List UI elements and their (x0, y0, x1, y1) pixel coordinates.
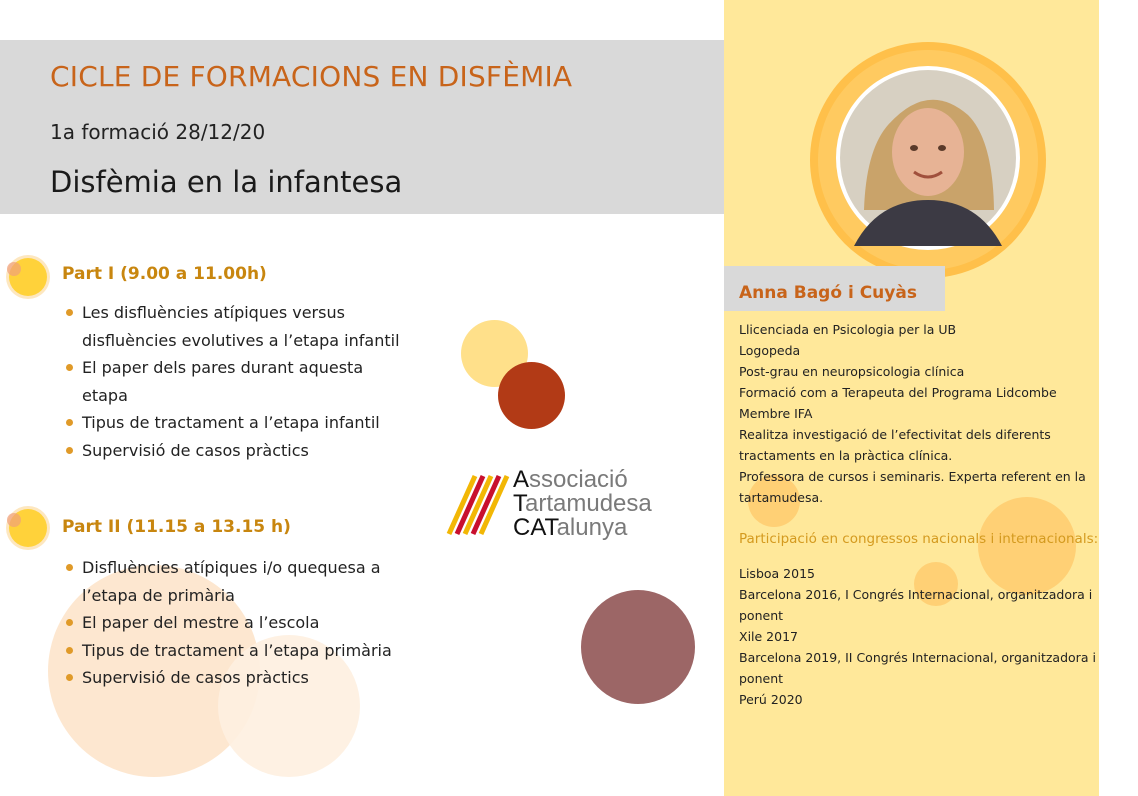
congress-list (739, 563, 1099, 710)
part-1-marker-dot (7, 262, 21, 276)
part-2-list (62, 554, 402, 692)
list-item: Les disfluències atípiques versus disfluències evolutives a l’etapa infantil (62, 299, 402, 354)
part-2-marker-dot (7, 513, 21, 527)
page-title: CICLE DE FORMACIONS EN DISFÈMIA (50, 60, 573, 93)
logo-word: artamudesa (525, 490, 652, 517)
list-item: Tipus de tractament a l’etapa primària (62, 637, 402, 665)
decor-circle-rust (498, 362, 565, 429)
congress-item: Barcelona 2016, I Congrés Internacional, organitzadora i ponent (739, 587, 1093, 623)
logo-letter: CAT (513, 514, 557, 541)
logo-word: alunya (556, 514, 628, 541)
congress-item: Lisboa 2015 (739, 566, 815, 581)
list-item: El paper del mestre a l’escola (62, 609, 402, 637)
part-1-list (62, 299, 402, 464)
session-date: 1a formació 28/12/20 (50, 120, 266, 144)
list-item: Tipus de tractament a l’etapa infantil (62, 409, 402, 437)
bio-item: Llicenciada en Psicologia per la UB (739, 322, 957, 337)
list-item: El paper dels pares durant aquesta etapa (62, 354, 402, 409)
association-logo (445, 468, 685, 548)
part-2-heading: Part II (11.15 a 13.15 h) (62, 517, 291, 537)
logo-letter: T (513, 490, 525, 517)
decor-circle-mauve (581, 590, 695, 704)
logo-wordmark (513, 468, 652, 540)
logo-stripes-icon (445, 472, 511, 538)
bio-item: Professora de cursos i seminaris. Experta referent en la tartamudesa. (739, 469, 1086, 505)
bio-item: Realitza investigació de l’efectivitat dels diferents tractaments en la pràctica clínica. (739, 427, 1051, 463)
bio-item: Post-grau en neuropsicologia clínica (739, 364, 965, 379)
list-item: Supervisió de casos pràctics (62, 664, 402, 692)
speaker-name: Anna Bagó i Cuyàs (739, 283, 917, 303)
list-item: Supervisió de casos pràctics (62, 437, 402, 465)
congress-item: Perú 2020 (739, 692, 803, 707)
bio-item: Logopeda (739, 343, 801, 358)
logo-word: ssociació (529, 466, 628, 493)
speaker-bio-list (739, 319, 1099, 508)
speaker-photo (808, 40, 1048, 280)
session-topic: Disfèmia en la infantesa (50, 165, 403, 199)
bio-item: Formació com a Terapeuta del Programa Lidcombe (739, 385, 1057, 400)
list-item: Disfluències atípiques i/o quequesa a l’etapa de primària (62, 554, 402, 609)
congress-item: Xile 2017 (739, 629, 798, 644)
congress-item: Barcelona 2019, II Congrés Internacional, organitzadora i ponent (739, 650, 1096, 686)
part-1-heading: Part I (9.00 a 11.00h) (62, 264, 267, 284)
bio-item: Membre IFA (739, 406, 813, 421)
congress-heading: Participació en congressos nacionals i internacionals: (739, 531, 1099, 547)
logo-letter: A (513, 466, 530, 493)
